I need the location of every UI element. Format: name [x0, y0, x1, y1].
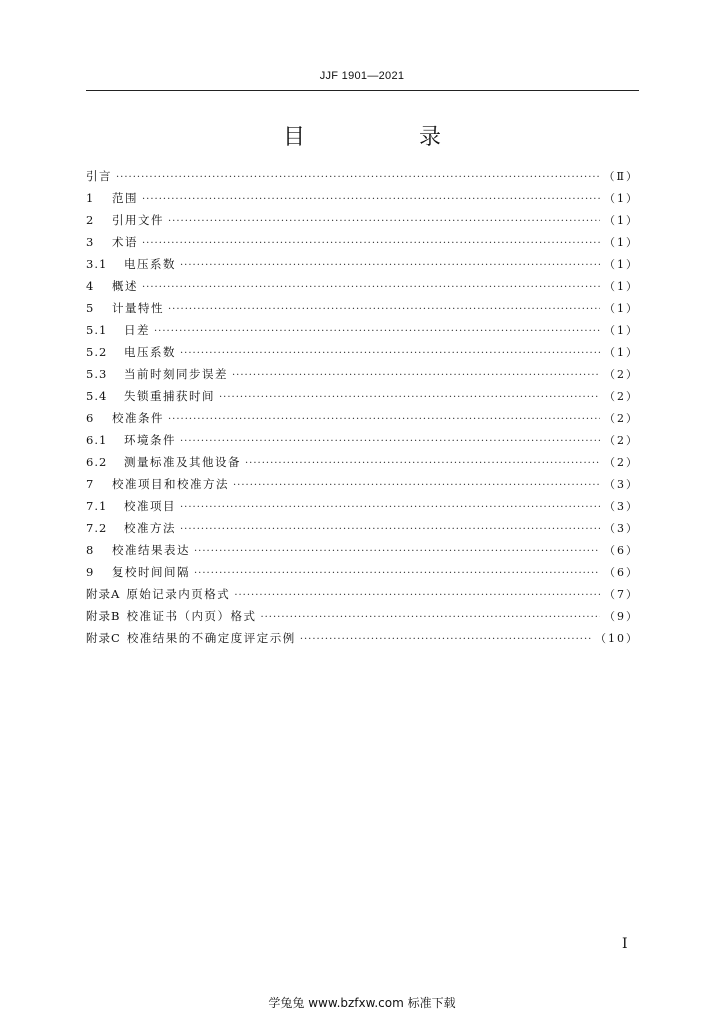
toc-entry-page: （2） — [604, 456, 639, 469]
toc-entry[interactable] — [86, 498, 639, 520]
toc-entry[interactable] — [86, 608, 639, 630]
dot-leader — [233, 480, 600, 491]
toc-entry-number: 6.1 — [86, 433, 108, 447]
toc-entry-page: （1） — [604, 302, 639, 315]
toc-entry-number: 5.1 — [86, 323, 108, 337]
toc-entry-page: （6） — [604, 566, 639, 579]
toc-entry-label: 计量特性 — [112, 301, 164, 315]
toc-entry-number: 3.1 — [86, 257, 108, 271]
toc-entry-page: （1） — [604, 236, 639, 249]
toc-entry-page: （2） — [604, 434, 639, 447]
toc-entry-page: （10） — [595, 632, 639, 645]
page-number: I — [622, 936, 628, 952]
toc-entry-number: 2 — [86, 213, 95, 227]
toc-entry-number: 7.2 — [86, 521, 108, 535]
toc-entry-page: （3） — [604, 478, 639, 491]
toc-entry-number: 4 — [86, 279, 95, 293]
toc-entry-page: （9） — [604, 610, 639, 623]
toc-entry[interactable] — [86, 366, 639, 388]
header-standard-code: JJF 1901—2021 — [319, 70, 405, 82]
dot-leader — [180, 502, 600, 513]
toc-entry-label: 校准结果的不确定度评定示例 — [126, 631, 296, 645]
toc-entry-number: 附录B — [86, 609, 121, 623]
dot-leader — [180, 348, 600, 359]
toc-entry[interactable] — [86, 388, 639, 410]
toc-entry-label: 引言 — [86, 169, 112, 183]
dot-leader — [116, 172, 600, 183]
toc-entry-label: 电压系数 — [124, 257, 176, 271]
toc-entry-label: 概述 — [112, 279, 138, 293]
toc-entry-page: （1） — [604, 324, 639, 337]
toc-entry-label: 校准结果表达 — [112, 543, 190, 557]
toc-entry[interactable] — [86, 520, 639, 542]
toc-entry[interactable] — [86, 476, 639, 498]
toc-entry-label: 电压系数 — [124, 345, 176, 359]
toc-entry-number: 8 — [86, 543, 95, 557]
dot-leader — [300, 634, 591, 645]
dot-leader — [234, 590, 600, 601]
toc-entry-number: 9 — [86, 565, 95, 579]
toc-entry-page: （2） — [604, 412, 639, 425]
toc-entry[interactable] — [86, 168, 639, 190]
dot-leader — [180, 436, 600, 447]
dot-leader — [219, 392, 600, 403]
toc-entry-page: （2） — [604, 390, 639, 403]
dot-leader — [154, 326, 600, 337]
toc-entry-page: （1） — [604, 346, 639, 359]
dot-leader — [194, 568, 600, 579]
toc-entry[interactable] — [86, 454, 639, 476]
toc-entry-label: 测量标准及其他设备 — [124, 455, 241, 469]
toc-entry-page: （1） — [604, 280, 639, 293]
toc-entry-number: 3 — [86, 235, 95, 249]
toc-entry[interactable] — [86, 432, 639, 454]
toc-entry-page: （2） — [604, 368, 639, 381]
toc-entry[interactable] — [86, 322, 639, 344]
toc-entry[interactable] — [86, 410, 639, 432]
dot-leader — [168, 414, 600, 425]
toc-entry-number: 5.4 — [86, 389, 108, 403]
toc-entry-page: （1） — [604, 258, 639, 271]
dot-leader — [232, 370, 600, 381]
dot-leader — [142, 238, 600, 249]
toc-entry-number: 5.2 — [86, 345, 108, 359]
toc-entry[interactable] — [86, 234, 639, 256]
dot-leader — [142, 282, 600, 293]
toc-entry[interactable] — [86, 212, 639, 234]
dot-leader — [180, 260, 600, 271]
toc-entry-number: 7 — [86, 477, 95, 491]
toc-entry-label: 校准条件 — [112, 411, 164, 425]
dot-leader — [245, 458, 600, 469]
dot-leader — [142, 194, 600, 205]
toc-entry-label: 复校时间间隔 — [112, 565, 190, 579]
toc-entry-label: 范围 — [112, 191, 138, 205]
page-title: 目 录 — [282, 125, 487, 150]
toc-entry-number: 7.1 — [86, 499, 108, 513]
header-divider — [86, 90, 639, 91]
footer-watermark: 学兔兔 www.bzfxw.com 标准下载 — [268, 996, 456, 1010]
toc-entry-number: 5.3 — [86, 367, 108, 381]
toc-entry-page: （3） — [604, 522, 639, 535]
table-of-contents — [86, 168, 639, 652]
dot-leader — [260, 612, 600, 623]
toc-entry-page: （1） — [604, 192, 639, 205]
toc-entry-label: 校准项目和校准方法 — [112, 477, 229, 491]
toc-entry-number: 1 — [86, 191, 95, 205]
toc-entry[interactable] — [86, 542, 639, 564]
toc-entry-label: 引用文件 — [112, 213, 164, 227]
toc-entry-label: 术语 — [112, 235, 138, 249]
dot-leader — [168, 216, 600, 227]
toc-entry[interactable] — [86, 344, 639, 366]
toc-entry-number: 5 — [86, 301, 95, 315]
toc-entry[interactable] — [86, 300, 639, 322]
toc-entry-label: 校准证书（内页）格式 — [126, 609, 257, 623]
toc-entry-label: 日差 — [124, 323, 150, 337]
toc-entry[interactable] — [86, 256, 639, 278]
dot-leader — [168, 304, 600, 315]
toc-entry[interactable] — [86, 586, 639, 608]
toc-entry-label: 原始记录内页格式 — [126, 587, 231, 601]
toc-entry-page: （Ⅱ） — [603, 170, 639, 183]
toc-entry[interactable] — [86, 190, 639, 212]
dot-leader — [180, 524, 600, 535]
dot-leader — [194, 546, 600, 557]
toc-entry-number: 6 — [86, 411, 95, 425]
toc-entry-page: （1） — [604, 214, 639, 227]
toc-entry-label: 校准方法 — [124, 521, 176, 535]
toc-entry-page: （6） — [604, 544, 639, 557]
toc-entry-page: （7） — [604, 588, 639, 601]
toc-entry[interactable] — [86, 630, 639, 652]
toc-entry-label: 校准项目 — [124, 499, 176, 513]
toc-entry-number: 附录C — [86, 631, 121, 645]
toc-entry-label: 失锁重捕获时间 — [124, 389, 215, 403]
toc-entry-number: 6.2 — [86, 455, 108, 469]
toc-entry-label: 环境条件 — [124, 433, 176, 447]
toc-entry-page: （3） — [604, 500, 639, 513]
toc-entry-number: 附录A — [86, 587, 121, 601]
toc-entry[interactable] — [86, 278, 639, 300]
toc-entry[interactable] — [86, 564, 639, 586]
toc-entry-label: 当前时刻同步误差 — [124, 367, 228, 381]
